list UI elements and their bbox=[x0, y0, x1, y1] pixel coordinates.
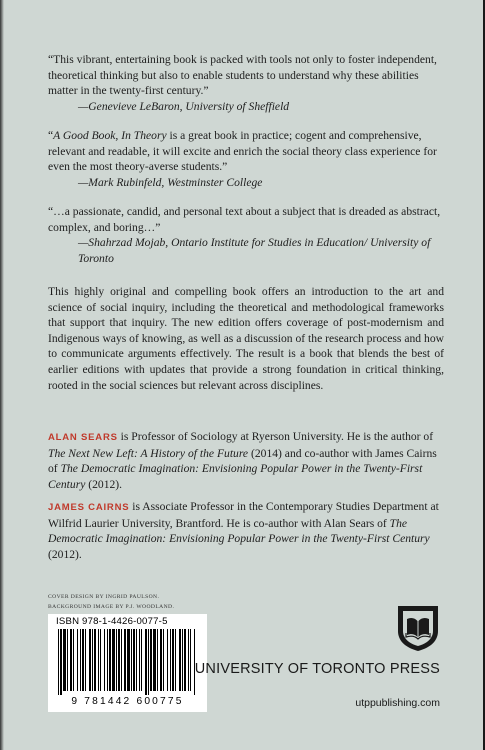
quote-1 bbox=[48, 52, 448, 114]
author-name: ALAN SEARS bbox=[48, 432, 118, 443]
book-description: This highly original and compelling book offers an introduction to the art and science of social inquiry, including the theoretical and methodological frameworks that support that inquiry. The new edition offers coverage of post-modernism and Indigenous ways of knowing, as well as a discussion of the research process and how to communicate arguments effectively. The result is a book that blends the best of earlier editions with updates that provide a strong foundation in critical thinking, rooted in the social sciences but relevant across disciplines. bbox=[48, 285, 444, 392]
cover-credit: COVER DESIGN BY INGRID PAULSON. bbox=[48, 594, 160, 600]
author-name: JAMES CAIRNS bbox=[48, 502, 130, 513]
quote-attribution: —Shahrzad Mojab, Ontario Institute for Studies in Education/ University of Toronto bbox=[78, 236, 431, 265]
book-shield-icon bbox=[395, 604, 441, 652]
quote-text: “…a passionate, candid, and personal text about a subject that is dreaded as abstract, complex, and boring…” bbox=[48, 205, 441, 234]
bio-text: (2014) and co-author with James Cairns of bbox=[48, 446, 437, 476]
bio-text: is Associate Professor in the Contemporary Studies Department at Wilfrid Laurier University, Brantford. He is co-author with Alan Sears of bbox=[48, 500, 439, 530]
quote-text: “A Good Book, In Theory is a great book in practice; cogent and comprehensive, relevant and readable, it will excite and enrich the social theory class experience for even the most theory-averse students.” bbox=[48, 129, 437, 173]
design-credits bbox=[48, 592, 174, 612]
background-credit: BACKGROUND IMAGE BY P.J. WOODLAND. bbox=[48, 604, 175, 610]
quote-body: is a great book in practice; cogent and comprehensive, relevant and readable, it will excite and enrich the social theory class experience for even the most theory-averse students.” bbox=[48, 129, 437, 173]
book-title: The Democratic Imagination: Envisioning Popular Power in the Twenty-First Century bbox=[48, 516, 430, 546]
bio-text: (2012). bbox=[85, 477, 123, 491]
author-bio-2 bbox=[48, 499, 444, 562]
publisher-url: utppublishing.com bbox=[355, 697, 440, 709]
book-title: The Democratic Imagination: Envisioning Popular Power in the Twenty-First Century bbox=[48, 462, 423, 491]
quote-2 bbox=[48, 128, 448, 190]
quote-text: “This vibrant, entertaining book is packed with tools not only to foster independent, theoretical thinking but also to enable students to understand why these abilities matter in the twenty-first century.” bbox=[48, 53, 437, 97]
left-edge bbox=[0, 0, 4, 750]
bio-text: is Professor of Sociology at Ryerson University. He is the author of bbox=[117, 430, 434, 443]
quote-attribution: —Mark Rubinfeld, Westminster College bbox=[78, 175, 263, 189]
isbn-label: ISBN 978-1-4426-0077-5 bbox=[56, 616, 168, 627]
quote-3 bbox=[48, 204, 448, 266]
author-bio-1 bbox=[48, 429, 444, 492]
quote-attribution: —Genevieve LeBaron, University of Sheffield bbox=[78, 99, 290, 113]
quote-book-title: A Good Book, In Theory bbox=[53, 129, 167, 142]
barcode-digits: 9 781442 600775 bbox=[71, 696, 184, 707]
bio-text: (2012). bbox=[48, 547, 82, 561]
book-title: The Next New Left: A History of the Future bbox=[48, 446, 249, 460]
publisher-name: UNIVERSITY OF TORONTO PRESS bbox=[194, 661, 440, 677]
